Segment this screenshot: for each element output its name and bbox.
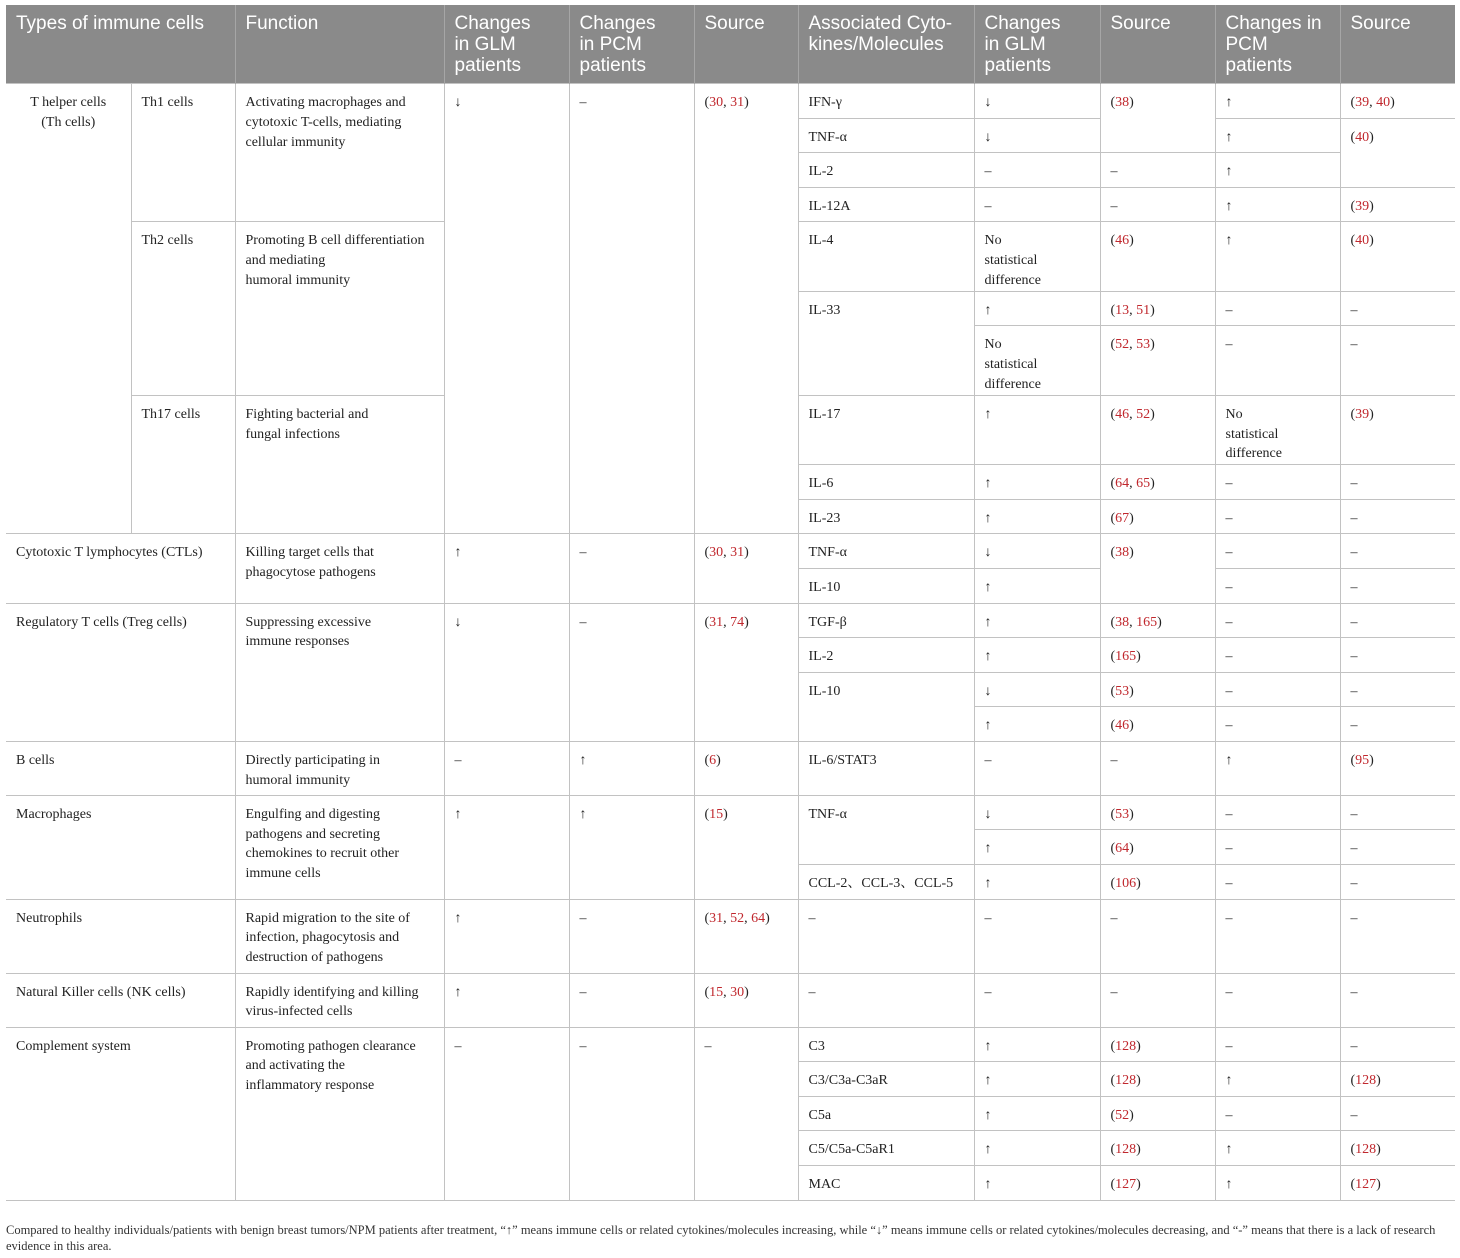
cell-subtype-th2: Th2 cells [131, 222, 235, 395]
cell-source-treg: (31, 74) [694, 603, 798, 741]
ref-link[interactable]: 40 [1355, 129, 1370, 145]
cell-pcm-change: ↑ [1215, 222, 1340, 291]
cell-glm-source: (52) [1100, 1096, 1215, 1131]
cell-subtype-th1: Th1 cells [131, 84, 235, 222]
cell-glm-bcells: – [444, 741, 569, 795]
cell-pcm-source: – [1340, 973, 1455, 1027]
cell-pcm-source: – [1340, 899, 1455, 973]
cell-glm-source: (127) [1100, 1166, 1215, 1201]
ref-link[interactable]: 38 [1115, 95, 1130, 110]
cell-glm-source: (128) [1100, 1131, 1215, 1166]
cell-glm-source: – [1100, 741, 1215, 795]
cell-pcm-change: – [1215, 326, 1340, 395]
cell-molecule: IL-4 [798, 222, 974, 291]
cell-pcm-treg: – [569, 603, 694, 741]
cell-source-nk: (15, 30) [694, 973, 798, 1027]
cell-source-bcells: (6) [694, 741, 798, 795]
cell-glm-source: (106) [1100, 865, 1215, 900]
ref-link[interactable]: 128 [1115, 1142, 1137, 1158]
cell-glm-change: ↑ [974, 1027, 1100, 1062]
cell-glm-change: ↓ [974, 118, 1100, 153]
cell-molecule: C3 [798, 1027, 974, 1062]
cell-glm-change: ↓ [974, 672, 1100, 707]
ref-link[interactable]: 46 [1115, 233, 1130, 249]
cell-glm-source: (128) [1100, 1062, 1215, 1097]
cell-type-nk: Natural Killer cells (NK cells) [6, 973, 235, 1027]
cell-pcm-change: – [1215, 638, 1340, 673]
ref-link[interactable]: 39 [1355, 406, 1370, 422]
ref-link[interactable]: 31 [730, 545, 745, 561]
cell-glm-change: ↑ [974, 568, 1100, 603]
header-source-3: Source [1340, 5, 1455, 84]
header-cytokines: Associated Cyto- kines/Molecules [798, 5, 974, 84]
cell-pcm-source: (39, 40) [1340, 84, 1455, 119]
cell-molecule: IL-33 [798, 291, 974, 395]
ref-link[interactable]: 127 [1355, 1177, 1377, 1193]
cell-pcm-macrophages: ↑ [569, 795, 694, 899]
table-row [6, 603, 1455, 638]
cell-glm-change: ↑ [974, 707, 1100, 742]
cell-function-th17: Fighting bacterial and fungal infections [235, 395, 444, 534]
cell-pcm-change: – [1215, 672, 1340, 707]
cell-glm-source: – [1100, 153, 1215, 188]
cell-pcm-source: (39) [1340, 187, 1455, 222]
ref-link[interactable]: 64 [1115, 476, 1130, 492]
cell-function-treg: Suppressing excessive immune responses [235, 603, 444, 741]
cell-pcm-change: ↑ [1215, 153, 1340, 188]
cell-molecule: – [798, 973, 974, 1027]
cell-molecule: C5a [798, 1096, 974, 1131]
ref-link[interactable]: 31 [730, 95, 745, 110]
cell-pcm-change: – [1215, 795, 1340, 830]
cell-pcm-change: ↑ [1215, 1062, 1340, 1097]
cell-pcm-source: (40) [1340, 118, 1455, 187]
cell-glm-source: (64) [1100, 830, 1215, 865]
cell-pcm-change: – [1215, 1096, 1340, 1131]
cell-pcm-source: – [1340, 534, 1455, 569]
cell-pcm-change: ↑ [1215, 1131, 1340, 1166]
cell-pcm-source: – [1340, 499, 1455, 534]
cell-pcm-change: – [1215, 568, 1340, 603]
ref-link[interactable]: 128 [1115, 1073, 1137, 1089]
cell-function-macrophages: Engulfing and digesting pathogens and secreting chemokines to recruit other immune cells [235, 795, 444, 899]
cell-glm-change: ↑ [974, 1062, 1100, 1097]
immune-cells-table [6, 5, 1455, 1201]
ref-link[interactable]: 74 [730, 614, 745, 630]
ref-link[interactable]: 165 [1115, 649, 1137, 665]
ref-link[interactable]: 30 [709, 545, 724, 561]
ref-link[interactable]: 31 [709, 910, 724, 926]
cell-type-macrophages: Macrophages [6, 795, 235, 899]
cell-glm-change: – [974, 973, 1100, 1027]
ref-link[interactable]: 64 [751, 910, 766, 926]
cell-glm-change: – [974, 741, 1100, 795]
cell-pcm-neutrophils: – [569, 899, 694, 973]
ref-link[interactable]: 128 [1355, 1073, 1377, 1089]
cell-glm-change: No statistical difference [974, 222, 1100, 291]
cell-function-ctl: Killing target cells that phagocytose pathogens [235, 534, 444, 603]
cell-type-ctl: Cytotoxic T lymphocytes (CTLs) [6, 534, 235, 603]
cell-pcm-source: (127) [1340, 1166, 1455, 1201]
cell-glm-neutrophils: ↑ [444, 899, 569, 973]
cell-glm-change: ↑ [974, 499, 1100, 534]
cell-glm-th: ↓ [444, 84, 569, 534]
cell-molecule: TGF-β [798, 603, 974, 638]
ref-link[interactable]: 52 [1115, 1107, 1130, 1123]
ref-link[interactable]: 31 [709, 614, 724, 630]
cell-type-th: T helper cells (Th cells) [6, 84, 131, 534]
cell-glm-source: (128) [1100, 1027, 1215, 1062]
cell-pcm-source: – [1340, 465, 1455, 500]
cell-pcm-change: ↑ [1215, 1166, 1340, 1201]
cell-pcm-source: – [1340, 830, 1455, 865]
ref-link[interactable]: 39 [1355, 95, 1370, 110]
cell-function-th1: Activating macrophages and cytotoxic T-cells, mediating cellular immunity [235, 84, 444, 222]
cell-glm-source: (38, 165) [1100, 603, 1215, 638]
cell-glm-source: (46) [1100, 222, 1215, 291]
cell-glm-source: (53) [1100, 672, 1215, 707]
header-source-2: Source [1100, 5, 1215, 84]
ref-link[interactable]: 51 [1136, 302, 1151, 318]
cell-pcm-change: – [1215, 973, 1340, 1027]
cell-glm-source: (38) [1100, 84, 1215, 153]
cell-glm-change: ↑ [974, 395, 1100, 464]
cell-pcm-source: – [1340, 326, 1455, 395]
cell-glm-nk: ↑ [444, 973, 569, 1027]
header-function: Function [235, 5, 444, 84]
ref-link[interactable]: 165 [1136, 614, 1158, 630]
cell-molecule: CCL-2、CCL-3、CCL-5 [798, 865, 974, 900]
header-glm-cyto: Changes in GLM patients [974, 5, 1100, 84]
ref-link[interactable]: 52 [730, 910, 745, 926]
cell-molecule: IL-17 [798, 395, 974, 464]
cell-glm-source: (46) [1100, 707, 1215, 742]
table-row [6, 534, 1455, 569]
cell-pcm-change: ↑ [1215, 84, 1340, 119]
cell-pcm-change: – [1215, 865, 1340, 900]
cell-source-ctl: (30, 31) [694, 534, 798, 603]
cell-subtype-th17: Th17 cells [131, 395, 235, 534]
ref-link[interactable]: 64 [1115, 841, 1130, 857]
cell-glm-source: – [1100, 187, 1215, 222]
cell-pcm-source: (40) [1340, 222, 1455, 291]
cell-pcm-change: ↑ [1215, 741, 1340, 795]
ref-link[interactable]: 6 [709, 752, 717, 768]
cell-type-treg: Regulatory T cells (Treg cells) [6, 603, 235, 741]
cell-pcm-source: (95) [1340, 741, 1455, 795]
cell-function-complement: Promoting pathogen clearance and activating the inflammatory response [235, 1027, 444, 1200]
ref-link[interactable]: 53 [1115, 806, 1130, 822]
cell-glm-change: ↑ [974, 1131, 1100, 1166]
table-row [6, 1027, 1455, 1062]
header-pcm-cell: Changes in PCM patients [569, 5, 694, 84]
cell-pcm-complement: – [569, 1027, 694, 1200]
cell-pcm-change: – [1215, 1027, 1340, 1062]
ref-link[interactable]: 127 [1115, 1177, 1137, 1193]
cell-glm-ctl: ↑ [444, 534, 569, 603]
cell-glm-source: – [1100, 973, 1215, 1027]
cell-pcm-source: – [1340, 865, 1455, 900]
table-row [6, 795, 1455, 830]
ref-link[interactable]: 128 [1355, 1142, 1377, 1158]
ref-link[interactable]: 106 [1115, 876, 1137, 892]
cell-type-complement: Complement system [6, 1027, 235, 1200]
cell-pcm-th: – [569, 84, 694, 534]
cell-pcm-change: – [1215, 499, 1340, 534]
cell-molecule: IL-2 [798, 638, 974, 673]
cell-glm-change: ↑ [974, 465, 1100, 500]
ref-link[interactable]: 52 [1115, 337, 1130, 353]
cell-glm-macrophages: ↑ [444, 795, 569, 899]
cell-glm-source: (46, 52) [1100, 395, 1215, 464]
cell-glm-change: ↓ [974, 795, 1100, 830]
table-row [6, 973, 1455, 1027]
cell-glm-source: (64, 65) [1100, 465, 1215, 500]
cell-molecule: C5/C5a-C5aR1 [798, 1131, 974, 1166]
cell-pcm-change: ↑ [1215, 118, 1340, 153]
header-glm-cell: Changes in GLM patients [444, 5, 569, 84]
cell-type-neutrophils: Neutrophils [6, 899, 235, 973]
cell-glm-change: ↑ [974, 291, 1100, 326]
cell-pcm-change: – [1215, 465, 1340, 500]
ref-link[interactable]: 53 [1115, 683, 1130, 699]
cell-molecule: IL-2 [798, 153, 974, 188]
cell-pcm-change: – [1215, 603, 1340, 638]
ref-link[interactable]: 38 [1115, 545, 1130, 561]
ref-link[interactable]: 128 [1115, 1038, 1137, 1054]
ref-link[interactable]: 38 [1115, 614, 1130, 630]
cell-pcm-change: – [1215, 291, 1340, 326]
cell-pcm-ctl: – [569, 534, 694, 603]
ref-link[interactable]: 40 [1376, 95, 1391, 110]
cell-glm-source: (52, 53) [1100, 326, 1215, 395]
cell-function-bcells: Directly participating in humoral immunity [235, 741, 444, 795]
ref-link[interactable]: 52 [1136, 406, 1151, 422]
cell-pcm-change: – [1215, 534, 1340, 569]
cell-pcm-source: – [1340, 638, 1455, 673]
table-row [6, 84, 1455, 119]
cell-source-macrophages: (15) [694, 795, 798, 899]
ref-link[interactable]: 15 [709, 806, 724, 822]
cell-pcm-source: – [1340, 568, 1455, 603]
cell-glm-source: (67) [1100, 499, 1215, 534]
cell-molecule: MAC [798, 1166, 974, 1201]
header-pcm-cyto: Changes in PCM patients [1215, 5, 1340, 84]
cell-function-neutrophils: Rapid migration to the site of infection, phagocytosis and destruction of pathogens [235, 899, 444, 973]
cell-molecule: TNF-α [798, 534, 974, 569]
cell-glm-change: No statistical difference [974, 326, 1100, 395]
cell-glm-change: ↑ [974, 830, 1100, 865]
cell-molecule: IL-10 [798, 672, 974, 741]
cell-glm-change: ↑ [974, 638, 1100, 673]
table-footnote: Compared to healthy individuals/patients with benign breast tumors/NPM patients after treatment, “↑” means immune cells or related cytokines/molecules increasing, while “↓” means immune cells or related cytokines/molecules decreasing, and “-” means that there is a lack of research evidence in this area. [6, 1223, 1436, 1253]
cell-molecule: IL-23 [798, 499, 974, 534]
ref-link[interactable]: 67 [1115, 510, 1130, 526]
cell-glm-change: – [974, 899, 1100, 973]
cell-molecule: IL-6 [798, 465, 974, 500]
cell-glm-treg: ↓ [444, 603, 569, 741]
cell-glm-change: ↑ [974, 865, 1100, 900]
cell-molecule: – [798, 899, 974, 973]
cell-glm-source: (13, 51) [1100, 291, 1215, 326]
cell-type-bcells: B cells [6, 741, 235, 795]
cell-pcm-change: – [1215, 830, 1340, 865]
cell-glm-change: – [974, 153, 1100, 188]
cell-source-neutrophils: (31, 52, 64) [694, 899, 798, 973]
cell-function-nk: Rapidly identifying and killing virus-infected cells [235, 973, 444, 1027]
cell-glm-source: (165) [1100, 638, 1215, 673]
cell-molecule: C3/C3a-C3aR [798, 1062, 974, 1097]
cell-pcm-nk: – [569, 973, 694, 1027]
cell-pcm-change: – [1215, 899, 1340, 973]
cell-glm-change: ↓ [974, 534, 1100, 569]
cell-pcm-change: ↑ [1215, 187, 1340, 222]
cell-glm-complement: – [444, 1027, 569, 1200]
cell-molecule: IL-6/STAT3 [798, 741, 974, 795]
header-source-1: Source [694, 5, 798, 84]
cell-glm-change: ↓ [974, 84, 1100, 119]
cell-glm-source: (38) [1100, 534, 1215, 603]
header-row [6, 5, 1455, 84]
cell-pcm-source: (39) [1340, 395, 1455, 464]
cell-molecule: IFN-γ [798, 84, 974, 119]
cell-molecule: IL-12A [798, 187, 974, 222]
ref-link[interactable]: 13 [1115, 302, 1130, 318]
ref-link[interactable]: 40 [1355, 233, 1370, 249]
ref-link[interactable]: 15 [709, 984, 724, 1000]
cell-glm-source: (53) [1100, 795, 1215, 830]
cell-source-complement: – [694, 1027, 798, 1200]
cell-pcm-source: – [1340, 672, 1455, 707]
cell-pcm-change: No statistical difference [1215, 395, 1340, 464]
table-row [6, 741, 1455, 795]
cell-pcm-source: – [1340, 707, 1455, 742]
cell-glm-change: – [974, 187, 1100, 222]
table-row [6, 899, 1455, 973]
ref-link[interactable]: 95 [1355, 752, 1370, 768]
ref-link[interactable]: 65 [1136, 476, 1151, 492]
cell-source-th: (30, 31) [694, 84, 798, 534]
cell-pcm-source: – [1340, 1096, 1455, 1131]
ref-link[interactable]: 46 [1115, 718, 1130, 734]
ref-link[interactable]: 30 [709, 95, 724, 110]
cell-pcm-source: – [1340, 795, 1455, 830]
ref-link[interactable]: 39 [1355, 198, 1370, 214]
cell-glm-change: ↑ [974, 603, 1100, 638]
cell-pcm-source: – [1340, 1027, 1455, 1062]
cell-molecule: TNF-α [798, 795, 974, 864]
cell-pcm-change: – [1215, 707, 1340, 742]
cell-glm-change: ↑ [974, 1096, 1100, 1131]
cell-pcm-source: – [1340, 603, 1455, 638]
cell-molecule: IL-10 [798, 568, 974, 603]
cell-function-th2: Promoting B cell differentiation and mediating humoral immunity [235, 222, 444, 395]
cell-glm-change: ↑ [974, 1166, 1100, 1201]
cell-glm-source: – [1100, 899, 1215, 973]
header-types: Types of immune cells [6, 5, 235, 84]
ref-link[interactable]: 53 [1136, 337, 1151, 353]
cell-pcm-bcells: ↑ [569, 741, 694, 795]
ref-link[interactable]: 46 [1115, 406, 1130, 422]
ref-link[interactable]: 30 [730, 984, 745, 1000]
cell-pcm-source: – [1340, 291, 1455, 326]
cell-molecule: TNF-α [798, 118, 974, 153]
cell-pcm-source: (128) [1340, 1062, 1455, 1097]
cell-pcm-source: (128) [1340, 1131, 1455, 1166]
